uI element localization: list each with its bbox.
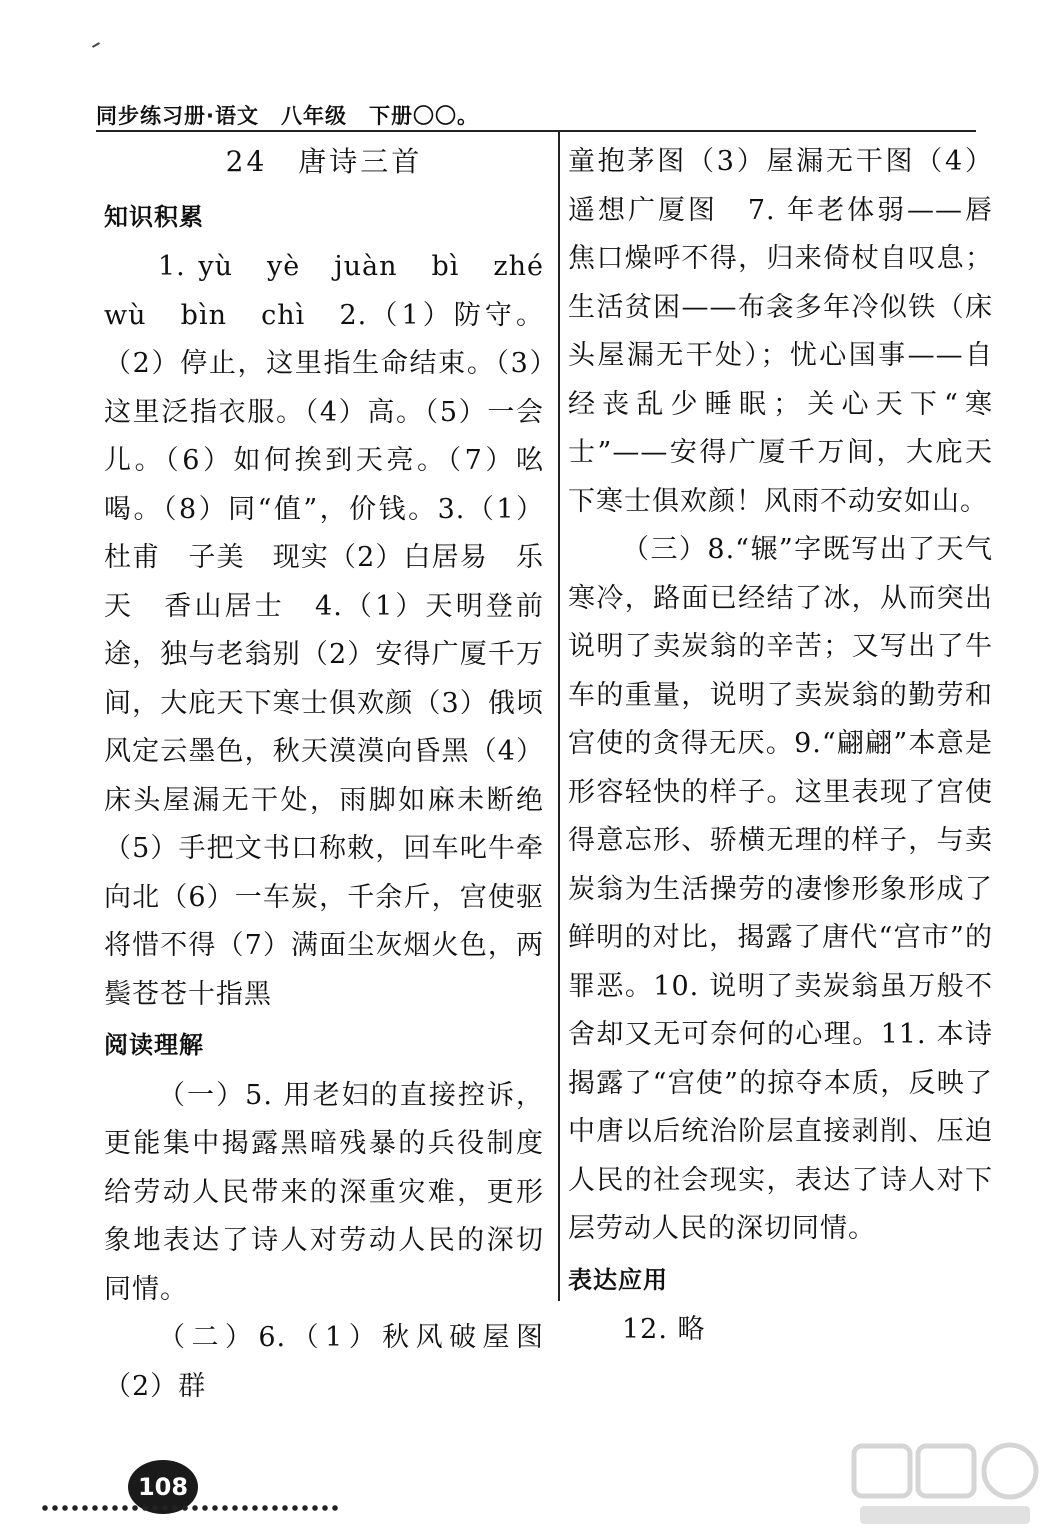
scan-mark xyxy=(92,42,100,48)
answer-paragraph: 童抱茅图（3）屋漏无干图（4）遥想广厦图 7. 年老体弱——唇焦口燥呼不得，归来倚杖自叹息；生活贫困——布衾多年冷似铁（床头屋漏无干处）；忧心国事——自经丧乱少睡眠；关心天下“寒士”——安得广厦千万间，大庇天下寒士俱欢颜！风雨不动安如山。 xyxy=(568,146,993,517)
left-column xyxy=(104,138,572,1411)
section-heading-knowledge: 知识积累 xyxy=(104,202,204,231)
answer-paragraph: （二）6.（1）秋风破屋图（2）群 xyxy=(104,1322,544,1402)
lesson-title: 24 唐诗三首 xyxy=(225,145,423,178)
page-number: 108 xyxy=(128,1460,198,1514)
header-rule xyxy=(96,130,976,132)
section-heading-reading: 阅读理解 xyxy=(104,1031,204,1059)
answer-paragraph: （三）8.“辗”字既写出了天气寒冷，路面已经结了冰，从而突出说明了卖炭翁的辛苦；又写出了牛车的重量，说明了卖炭翁的勤劳和宫使的贪得无厌。9.“翩翩”本意是形容轻快的样子。这里表现了宫使得意忘形、骄横无理的样子，与卖炭翁为生活操劳的凄惨形象形成了鲜明的对比，揭露了唐代“宫市”的罪恶。10. 说明了卖炭翁虽万般不舍却又无可奈何的心理。11. 本诗揭露了“宫使”的掠夺本质，反映了中唐以后统治阶层直接剥削、压迫人民的社会现实，表达了诗人对下层劳动人民的深切同情。 xyxy=(568,534,993,1244)
right-column xyxy=(568,138,993,1355)
running-header: 同步练习册·语文 八年级 下册〇〇。 xyxy=(96,104,479,128)
column-divider xyxy=(558,131,560,1301)
watermark-logo-icon xyxy=(850,1440,1040,1530)
footer-dot-rule xyxy=(40,1504,340,1512)
answer-paragraph: 1. yù yè juàn bì zhé wù bìn chì 2.（1）防守。（2）停止，这里指生命结束。（3）这里泛指衣服。（4）高。（5）一会儿。（6）如何挨到天亮。（7）吆喝。（8）同“值”，价钱。3.（1）杜甫 子美 现实（2）白居易 乐天 香山居士 4.（1）天明登前途，独与老翁别（2）安得广厦千万间，大庇天下寒士俱欢颜（3）俄顷风定云墨色，秋天漠漠向昏黑（4）床头屋漏无干处，雨脚如麻未断绝（5）手把文书口称敕，回车叱牛牵向北（6）一车炭，千余斤，宫使驱将惜不得（7）满面尘灰烟火色，两鬓苍苍十指黑 xyxy=(104,251,572,1010)
section-heading-expression: 表达应用 xyxy=(568,1265,668,1294)
answer-paragraph: （一）5. 用老妇的直接控诉，更能集中揭露黑暗残暴的兵役制度给劳动人民带来的深重灾难，更形象地表达了诗人对劳动人民的深切同情。 xyxy=(104,1079,544,1305)
answer-paragraph: 12. 略 xyxy=(622,1314,706,1345)
